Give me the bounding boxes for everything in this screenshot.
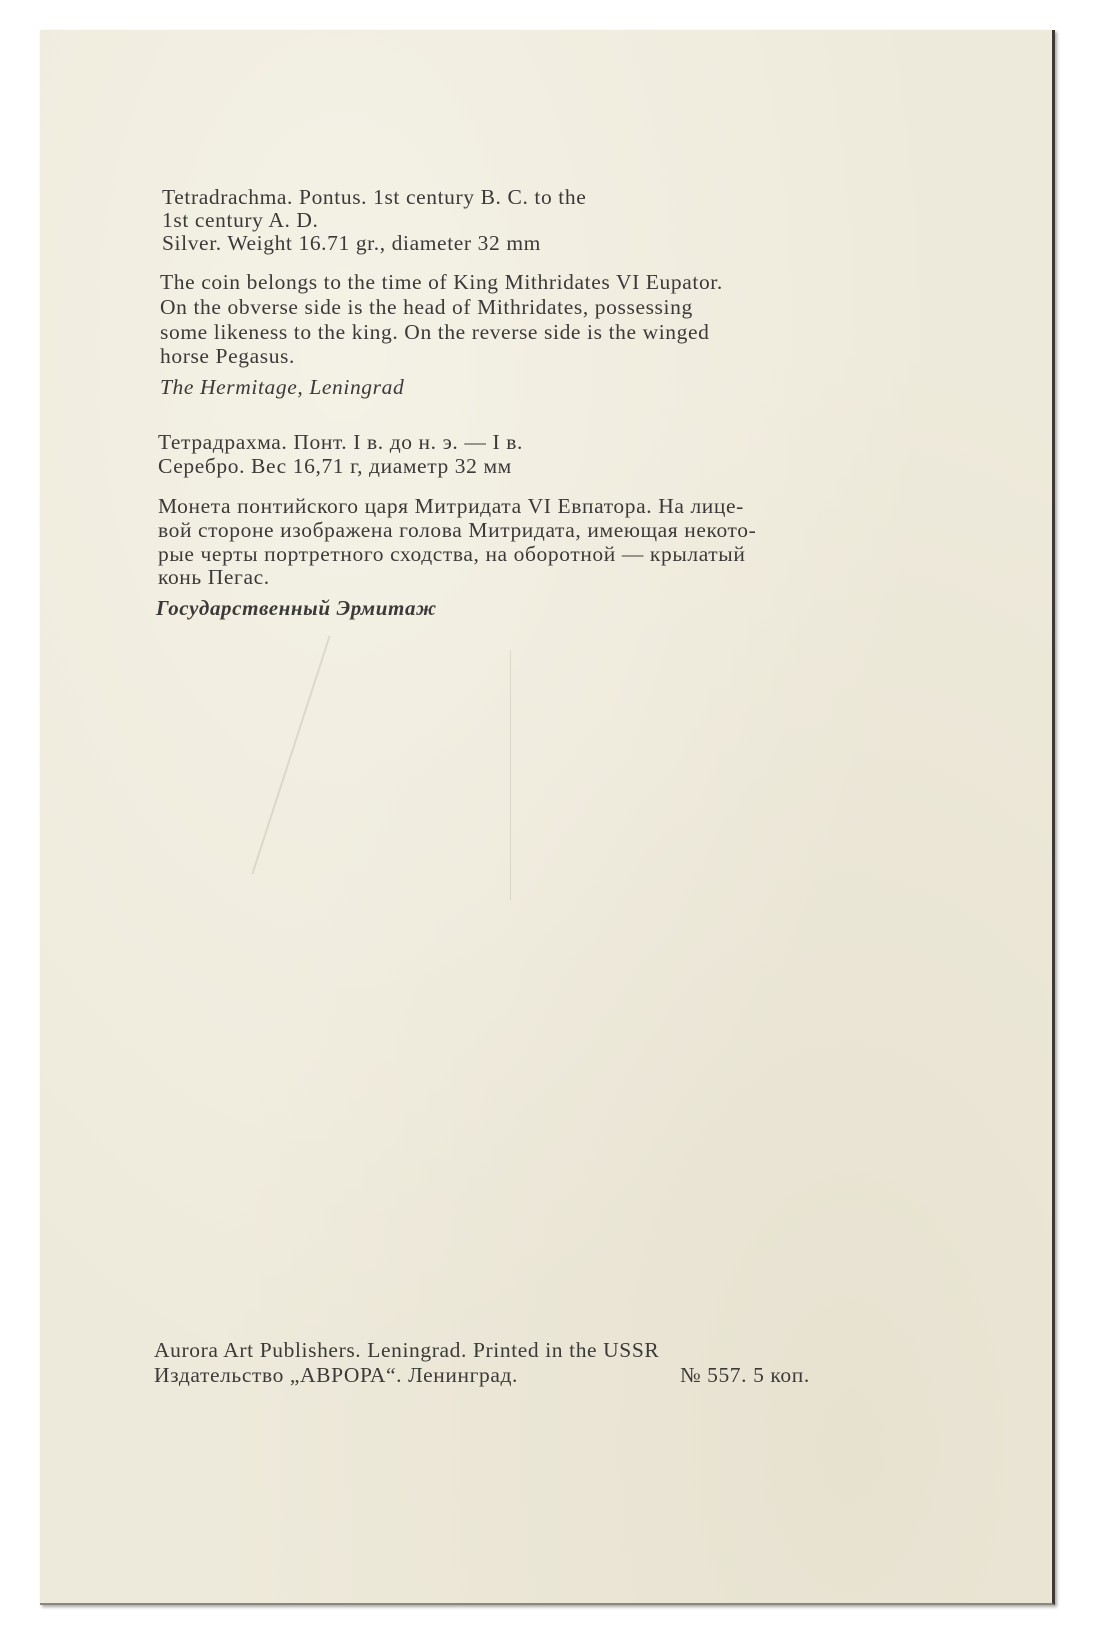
- publication-number: № 557. 5 коп.: [680, 1363, 810, 1387]
- russian-description-line-2: вой стороне изображена голова Митридата, имеющая некото-: [158, 518, 757, 542]
- english-caption-line-3: Silver. Weight 16.71 gr., diameter 32 mm: [162, 231, 541, 255]
- russian-museum-name: Государственный Эрмитаж: [156, 596, 437, 620]
- english-description-line-3: some likeness to the king. On the reverse side is the winged: [160, 320, 710, 344]
- russian-caption-line-2: Серебро. Вес 16,71 г, диаметр 32 мм: [158, 454, 512, 478]
- english-caption-line-2: 1st century A. D.: [162, 208, 319, 232]
- fold-crease: [510, 650, 511, 900]
- english-museum-name: The Hermitage, Leningrad: [160, 375, 405, 399]
- pencil-mark: [251, 636, 330, 874]
- russian-description-line-4: конь Пегас.: [158, 565, 270, 589]
- english-description-line-1: The coin belongs to the time of King Mithridates VI Eupator.: [160, 270, 723, 294]
- russian-description-line-3: рые черты портретного сходства, на оборотной — крылатый: [158, 542, 746, 566]
- russian-caption-line-1: Тетрадрахма. Понт. I в. до н. э. — I в.: [158, 430, 523, 454]
- english-caption-line-1: Tetradrachma. Pontus. 1st century B. C. to the: [162, 185, 587, 209]
- publisher-english: Aurora Art Publishers. Leningrad. Printed in the USSR: [154, 1338, 660, 1362]
- english-description-line-4: horse Pegasus.: [160, 344, 295, 368]
- english-description-line-2: On the obverse side is the head of Mithridates, possessing: [160, 295, 693, 319]
- russian-description-line-1: Монета понтийского царя Митридата VI Евпатора. На лице-: [158, 494, 744, 518]
- publisher-russian: Издательство „АВРОРА“. Ленинград.: [154, 1363, 518, 1387]
